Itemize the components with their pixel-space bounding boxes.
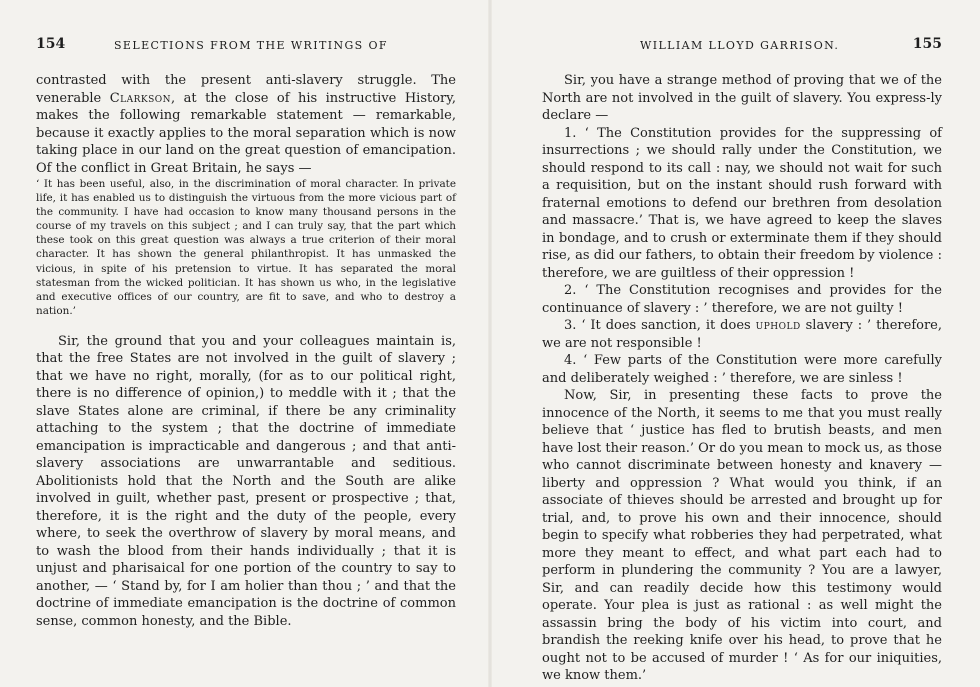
left-body bbox=[36, 72, 456, 630]
paragraph: 1. ‘ The Constitution provides for the suppressing of insurrections ; we should rally under the Constitution, we should respond to its call : nay, we should not wait for such a requisition, but on the instant should rush forward with fraternal emotions to defend our brethren from desolation and massacre.’ That is, we have agreed to keep the slaves in bondage, and to crush or exterminate them if they should rise, as did our fathers, to obtain their freedom by violence : therefore, we are guiltless of their oppression ! bbox=[542, 125, 942, 281]
paragraph: 2. ‘ The Constitution recognises and provides for the continuance of slavery : ’ therefore, we are not guilty ! bbox=[542, 283, 942, 316]
right-body bbox=[542, 72, 942, 685]
paragraph-text: , at the close of his instructive History, makes the following remarkable statement — remarkable, because it exactly applies to the moral separation which is now taking place in our land on the great question of emancipation. Of the conflict in Great Britain, he says — bbox=[36, 90, 457, 176]
paragraph-text: contrasted with the present anti-slavery struggle. The venerable bbox=[36, 73, 456, 106]
running-head-right bbox=[542, 38, 942, 54]
paragraph bbox=[36, 72, 456, 177]
emphasis-word: uphold bbox=[755, 318, 801, 333]
paragraph-text: 3. ‘ It does sanction, it does bbox=[564, 318, 756, 333]
right-page bbox=[490, 0, 980, 687]
paragraph: 4. ‘ Few parts of the Constitution were more carefully and deliberately weighed : ’ therefore, we are sinless ! bbox=[542, 353, 942, 386]
block-quote: ‘ It has been useful, also, in the discrimination of moral character. In private life, it has enabled us to distinguish the virtuous from the more vicious part of the community. I have had occasion to know many thousand persons in the course of my travels on this subject ; and I can truly say, that the part which these took on this great question was always a true criterion of their moral character. It has shown the general philanthropist. It has unmasked the vicious, in spite of his pretension to virtue. It has separated the moral statesman from the wicked politician. It has shown us who, in the legislative and executive offices of our country, are fit to save, and who to destroy a nation.’ bbox=[36, 178, 456, 317]
author-name: Clarkson bbox=[109, 90, 172, 106]
paragraph: Sir, you have a strange method of proving that we of the North are not involved in the guilt of slavery. You express-ly declare — bbox=[542, 73, 942, 123]
paragraph: Sir, the ground that you and your colleagues maintain is, that the free States are not involved in the guilt of slavery ; that we have no right, morally, (for as to our political right, there is no difference of opinion,) to meddle with it ; that the slave States alone are criminal, if there be any criminality attaching to the system ; that the doctrine of immediate emancipation is impracticable and dangerous ; and that anti-slavery associations are unwarrantable and seditious. Abolitionists hold that the North and the South are alike involved in guilt, whether past, present or prospective ; that, therefore, it is the right and the duty of the people, every where, to seek the overthrow of slavery by moral means, and to wash the blood from their hands individually ; that it is unjust and pharisaical for one portion of the country to say to another, — ‘ Stand by, for I am holier than thou ; ’ and that the doctrine of immediate emancipation is the doctrine of common sense, common honesty, and the Bible. bbox=[36, 333, 456, 629]
running-title: WILLIAM LLOYD GARRISON. bbox=[640, 39, 840, 52]
paragraph-text: slavery : ’ therefore, we are not responsible ! bbox=[542, 318, 943, 351]
page-number: 155 bbox=[912, 36, 942, 52]
paragraph bbox=[542, 317, 942, 352]
running-title: SELECTIONS FROM THE WRITINGS OF bbox=[114, 39, 388, 52]
paragraph: Now, Sir, in presenting these facts to prove the innocence of the North, it seems to me that you must really believe that ‘ justice has fled to brutish beasts, and men have lost their reason.’ Or do you mean to mock us, as those who cannot discriminate between honesty and knavery — liberty and oppression ? What would you think, if an associate of thieves should be arrested and brought up for trial, and, to prove his own and their innocence, should begin to specify what robberies they had perpetrated, what more they meant to effect, and what part each had to perform in plundering the community ? You are a lawyer, Sir, and can readily decide how this testimony would operate. Your plea is just as rational : as well might the assassin bring the body of his victim into court, and brandish the reeking knife over his head, to prove that he ought not to be accused of murder ! ‘ As for our iniquities, we know them.’ bbox=[542, 388, 942, 683]
page-number: 154 bbox=[36, 36, 66, 52]
running-head-left bbox=[36, 38, 456, 54]
